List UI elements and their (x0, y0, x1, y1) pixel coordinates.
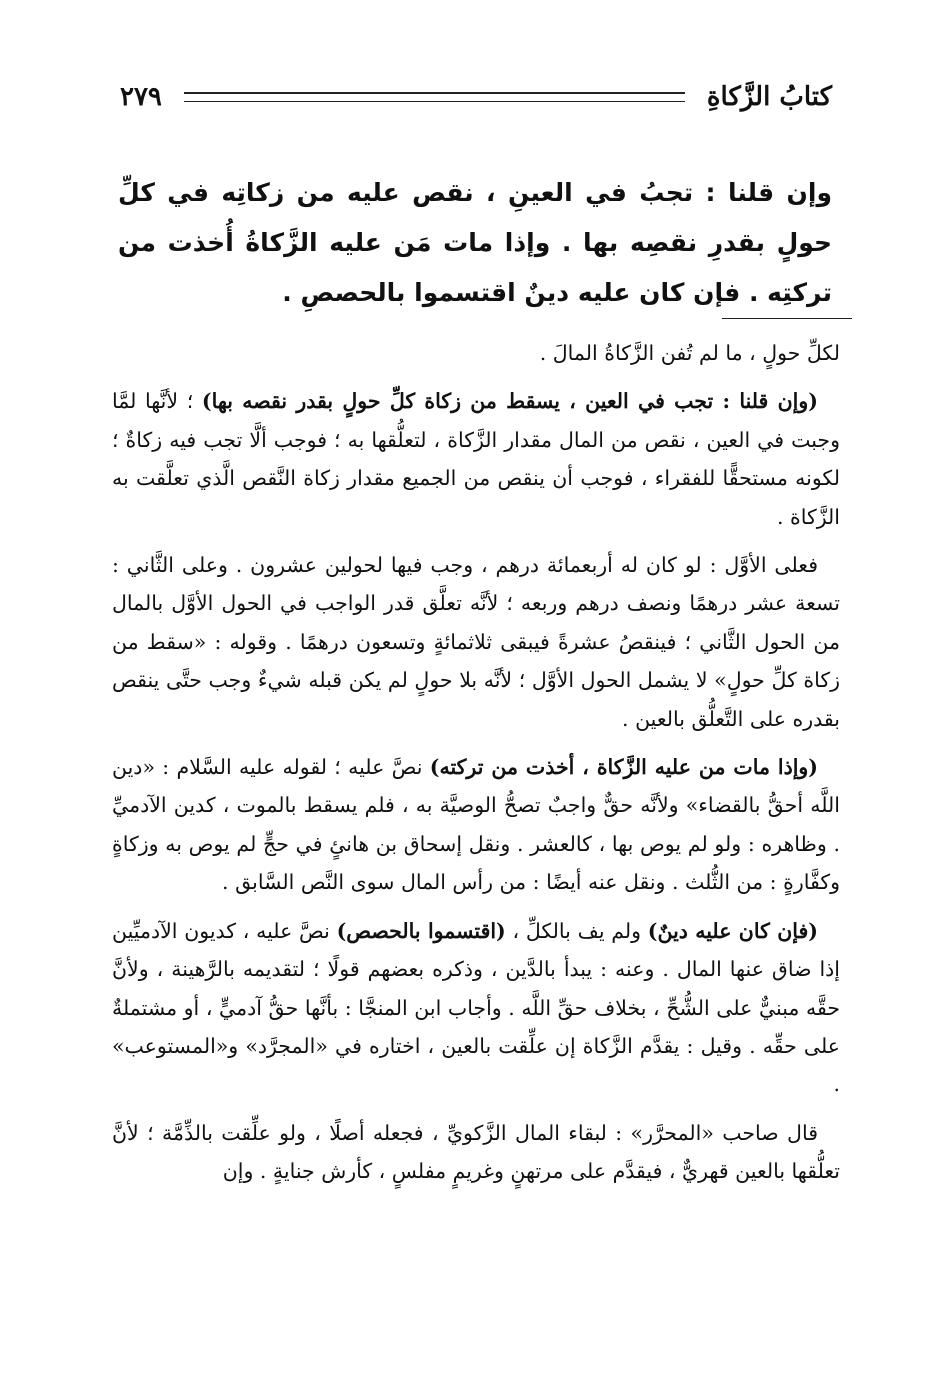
commentary-paragraph: فعلى الأوَّل : لو كان له أربعمائة درهم ، وجب فيها لحولين عشرون . وعلى الثَّاني : تسعة عشر درهمًا ونصف درهم وربعه ؛ لأنَّه تعلَّق قدر الواجب في الحول الأوَّل بالمال من الحول الثَّاني ؛ فينقصُ عشرةً فيبقى ثلاثمائةٍ وتسعون درهمًا . وقوله : «سقط من زكاة كلِّ حولٍ» لا يشمل الحول الأوَّل ؛ لأنَّه بلا حولٍ لم يكن قبله شيءٌ وجب حتَّى ينقص بقدره على التَّعلُّق بالعين . (112, 553, 840, 731)
commentary-text: ولم يف بالكلِّ ، (512, 918, 642, 943)
commentary-text: نصَّ عليه ؛ لقوله عليه السَّلام : «دين اللَّه أحقُّ بالقضاء» ولأنَّه حقٌّ واجبٌ تصحُّ الوصيَّة به ، فلم يسقط بالموت ، كدين الآدميِّ . وظاهره : ولو لم يوص بها ، كالعشر . ونقل إسحاق بن هانئٍ في حجٍّ لم يوص به وزكاةٍ وكفَّارةٍ : من الثُّلث . ونقل عنه أيضًا : من رأس المال سوى النَّص السَّابق . (112, 755, 840, 895)
header-rule (184, 92, 685, 102)
commentary-paragraph (112, 912, 840, 1104)
lemma: (وإذا مات من عليه الزَّكاة ، أخذت من تركته) (429, 755, 818, 780)
commentary-paragraph (112, 382, 840, 536)
commentary-paragraph: قال صاحب «المحرَّر» : لبقاء المال الزَّكويِّ ، فجعله أصلًا ، ولو علِّقت بالذِّمَّة ؛ لأنَّ تعلُّقها بالعين قهريٌّ ، فيقدَّم على مرتهنٍ وغريمٍ مفلسٍ ، كأرش جنايةٍ . وإن (112, 1120, 840, 1184)
running-title: كتابُ الزَّكاةِ (706, 82, 832, 112)
commentary-text: ؛ لأنَّها لمَّا وجبت في العين ، نقص من المال مقدار الزَّكاة ، لتعلُّقها به ؛ فوجب ألَّا تجب فيه زكاةٌ ؛ لكونه مستحقًّا للفقراء ، فوجب أن ينقص من الجميع مقدار زكاة النَّقص الَّذي تعلَّقت به الزَّكاة . (112, 389, 840, 529)
commentary-paragraph: لكلِّ حولٍ ، ما لم تُفن الزَّكاةُ المالَ . (539, 341, 840, 365)
commentary-paragraph (112, 748, 840, 902)
commentary (112, 334, 840, 1201)
main-text: وإن قلنا : تجبُ في العينِ ، نقص عليه من زكاتِه في كلِّ حولٍ بقدرِ نقصِه بها . وإذا مات مَن عليه الزَّكاةُ أُخذت من تركتِه . فإن كان عليه دينٌ اقتسموا بالحصصِ . (118, 178, 832, 307)
separator-rule (722, 318, 852, 319)
commentary-text: نصَّ عليه ، كديون الآدميِّين إذا ضاق عنها المال . وعنه : يبدأ بالدَّين ، وذكره بعضهم قولًا ؛ لتقديمه بالرَّهينة ، ولأنَّ حقَّه مبنيٌّ على الشُّحِّ ، بخلاف حقِّ اللَّه . وأجاب ابن المنجَّا : بأنَّها حقُّ آدميٍّ ، أو مشتملةٌ على حقِّه . وقيل : يقدَّم الزَّكاة إن علِّقت بالعين ، اختاره في «المجرَّد» و«المستوعب» . (112, 918, 840, 1097)
lemma: (فإن كان عليه دينٌ) (647, 918, 818, 943)
lemma: (وإن قلنا : تجب في العين ، يسقط من زكاة كلِّ حولٍ بقدر نقصه بها) (201, 389, 818, 414)
page-number: ٢٧٩ (120, 82, 162, 112)
page-header (120, 72, 832, 122)
lemma: (اقتسموا بالحصص) (336, 918, 506, 943)
